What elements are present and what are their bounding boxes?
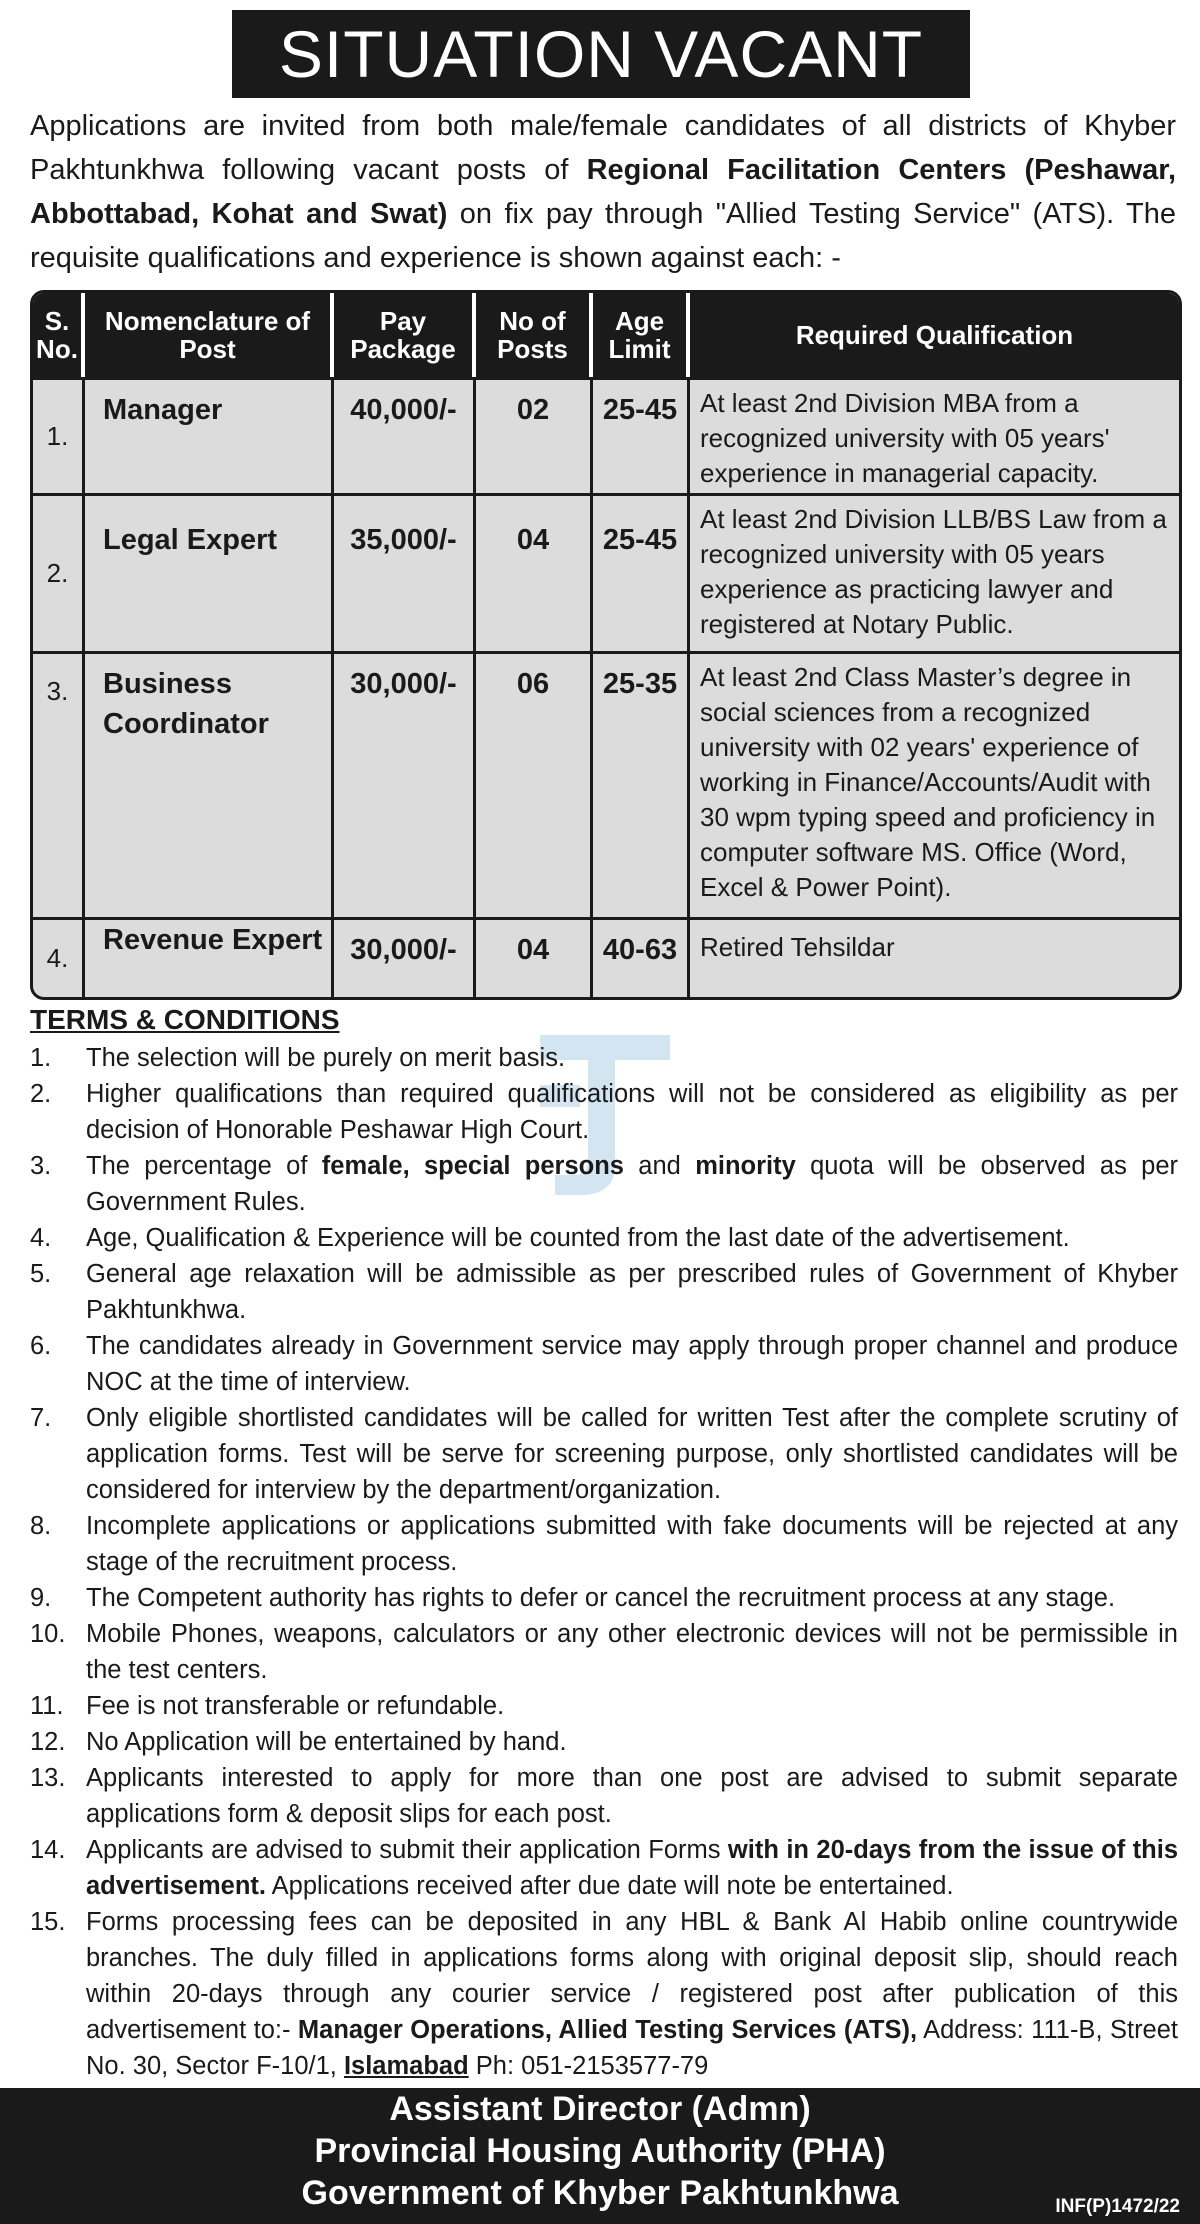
term-text: The Competent authority has rights to defer or cancel the recruitment process at any stage. bbox=[86, 1584, 1116, 1612]
list-item bbox=[30, 1076, 1178, 1148]
header-pay: Pay Package bbox=[334, 293, 476, 377]
cell-pay: 35,000/- bbox=[334, 496, 476, 651]
cell-post: Manager bbox=[85, 380, 334, 493]
term-number: 10. bbox=[30, 1620, 66, 1648]
cell-sno: 2. bbox=[33, 496, 85, 651]
term-number: 8. bbox=[30, 1512, 52, 1540]
cell-qualification: At least 2nd Division MBA from a recognized university with 05 years' experience in managerial capacity. bbox=[700, 388, 1110, 488]
list-item bbox=[30, 1580, 1178, 1616]
cell-age: 40-63 bbox=[593, 920, 690, 997]
term-number: 7. bbox=[30, 1404, 52, 1432]
list-item bbox=[30, 1220, 1178, 1256]
term-text: Age, Qualification & Experience will be counted from the last date of the advertisement. bbox=[86, 1224, 1070, 1252]
header-posts: No of Posts bbox=[476, 293, 593, 377]
intro-text-2: on fix pay through "Allied Testing Service" (ATS). The requisite qualifications and experience is shown against each: - bbox=[30, 198, 1177, 274]
list-item bbox=[30, 1760, 1178, 1832]
cell-sno: 1. bbox=[33, 380, 85, 493]
table-row bbox=[33, 493, 1179, 651]
term-number: 2. bbox=[30, 1080, 52, 1108]
cell-pay: 30,000/- bbox=[334, 654, 476, 917]
term-text bbox=[86, 1148, 1178, 1220]
term-bold-part: Manager Operations, Allied Testing Services (ATS), bbox=[297, 2016, 918, 2044]
cell-sno: 3. bbox=[33, 654, 85, 917]
term-bold-part: minority bbox=[695, 1152, 796, 1180]
list-item bbox=[30, 1256, 1178, 1328]
term-text: General age relaxation will be admissible as per prescribed rules of Government of Khyber Pakhtunkhwa. bbox=[86, 1260, 1178, 1324]
cell-sno: 4. bbox=[33, 920, 85, 997]
term-text: The selection will be purely on merit basis. bbox=[86, 1044, 566, 1072]
table-row bbox=[33, 377, 1179, 493]
header-sno: S. No. bbox=[33, 293, 85, 377]
header-post: Nomenclature of Post bbox=[85, 293, 334, 377]
term-text-part: The percentage of bbox=[86, 1152, 322, 1180]
list-item bbox=[30, 1616, 1178, 1688]
list-item bbox=[30, 1040, 1178, 1076]
header-qualification: Required Qualification bbox=[795, 320, 1074, 350]
term-bold-part: with in 20-days from the issue of this advertisement. bbox=[86, 1836, 1178, 1900]
term-number: 15. bbox=[30, 1908, 66, 1936]
term-text-part: Applications received after due date will note be entertained. bbox=[266, 1872, 954, 1900]
term-text-part: Applicants are advised to submit their application Forms bbox=[86, 1836, 728, 1864]
term-text: Incomplete applications or applications submitted with fake documents will be rejected at any stage of the recruitment process. bbox=[86, 1512, 1178, 1576]
cell-post: Business Coordinator bbox=[85, 654, 334, 917]
terms-heading: TERMS & CONDITIONS bbox=[30, 1004, 340, 1035]
cell-pay: 30,000/- bbox=[334, 920, 476, 997]
term-text: Only eligible shortlisted candidates will be called for written Test after the complete scrutiny of application forms. Test will be serve for screening purpose, only shortlisted candidates will be considered for interview by the department/organization. bbox=[86, 1404, 1178, 1504]
footer-government: Government of Khyber Pakhtunkhwa bbox=[301, 2174, 899, 2212]
term-number: 14. bbox=[30, 1836, 66, 1864]
term-text-part: Ph: 051-2153577-79 bbox=[468, 2052, 709, 2080]
list-item bbox=[30, 1400, 1178, 1508]
term-text: Fee is not transferable or refundable. bbox=[86, 1692, 505, 1720]
term-text-part: Forms processing fees can be deposited in any HBL & Bank Al Habib online countrywide branches. The duly filled in applications forms along with original deposit slip, should reach within 20-days through any courier service / registered post after publication of this advertisement to:- bbox=[86, 1908, 1178, 2044]
term-text-part: Address: 111-B, Street No. 30, Sector F-10/1, bbox=[86, 2016, 1179, 2080]
list-item bbox=[30, 1328, 1178, 1400]
term-number: 11. bbox=[30, 1692, 64, 1720]
term-number: 9. bbox=[30, 1584, 52, 1612]
footer-designation: Assistant Director (Admn) bbox=[389, 2090, 811, 2128]
cell-pay: 40,000/- bbox=[334, 380, 476, 493]
header-age: Age Limit bbox=[593, 293, 690, 377]
term-text bbox=[86, 1832, 1178, 1904]
terms-list bbox=[30, 1040, 1178, 2084]
cell-age: 25-45 bbox=[593, 380, 690, 493]
term-text: The candidates already in Government service may apply through proper channel and produce NOC at the time of interview. bbox=[86, 1332, 1178, 1396]
term-text: Applicants interested to apply for more than one post are advised to submit separate applications form & deposit slips for each post. bbox=[86, 1764, 1178, 1828]
term-text bbox=[86, 1904, 1178, 2084]
term-text: No Application will be entertained by hand. bbox=[86, 1728, 567, 1756]
table-header bbox=[33, 293, 1179, 377]
cell-posts: 06 bbox=[476, 654, 593, 917]
term-underline-city: Islamabad bbox=[343, 2052, 469, 2080]
term-bold-part: female, special persons bbox=[321, 1152, 624, 1180]
footer-organization: Provincial Housing Authority (PHA) bbox=[314, 2132, 886, 2170]
cell-qualification: At least 2nd Class Master’s degree in social sciences from a recognized university with 02 years' experience of working in Finance/Accounts/Audit with 30 wpm typing speed and proficiency in computer software MS. Office (Word, Excel & Power Point). bbox=[700, 662, 1156, 902]
cell-posts: 04 bbox=[476, 920, 593, 997]
cell-age: 25-35 bbox=[593, 654, 690, 917]
term-number: 13. bbox=[30, 1764, 66, 1792]
cell-post: Revenue Expert bbox=[85, 920, 334, 997]
term-text-part: and bbox=[623, 1152, 696, 1180]
term-text: Higher qualifications than required qualifications will not be considered as eligibility as per decision of Honorable Peshawar High Court. bbox=[86, 1080, 1178, 1144]
footer-signature-block bbox=[0, 2088, 1200, 2224]
intro-text-1: Applications are invited from both male/female candidates of all districts of Khyber Pakhtunkhwa following vacant posts of bbox=[30, 110, 1176, 186]
footer-ref-number: INF(P)1472/22 bbox=[1055, 2196, 1180, 2217]
cell-age: 25-45 bbox=[593, 496, 690, 651]
term-number: 4. bbox=[30, 1224, 52, 1252]
cell-post: Legal Expert bbox=[85, 496, 334, 651]
list-item bbox=[30, 1688, 1178, 1724]
term-text: Mobile Phones, weapons, calculators or any other electronic devices will not be permissible in the test centers. bbox=[86, 1620, 1178, 1684]
cell-posts: 04 bbox=[476, 496, 593, 651]
term-number: 6. bbox=[30, 1332, 52, 1360]
list-item bbox=[30, 1148, 1178, 1220]
cell-qualification: Retired Tehsildar bbox=[700, 932, 895, 962]
table-row bbox=[33, 651, 1179, 917]
term-text-part: quota will be observed as per Government Rules. bbox=[86, 1152, 1178, 1216]
list-item bbox=[30, 1832, 1178, 1904]
vacancy-table bbox=[30, 290, 1182, 1000]
page-title: SITUATION VACANT bbox=[232, 10, 970, 98]
list-item bbox=[30, 1508, 1178, 1580]
intro-paragraph bbox=[30, 104, 1176, 280]
cell-qualification: At least 2nd Division LLB/BS Law from a recognized university with 05 years experience as practicing lawyer and registered at Notary Public. bbox=[700, 504, 1167, 639]
table-row bbox=[33, 917, 1179, 997]
term-number: 5. bbox=[30, 1260, 52, 1288]
list-item bbox=[30, 1904, 1178, 2084]
cell-posts: 02 bbox=[476, 380, 593, 493]
term-number: 3. bbox=[30, 1152, 52, 1180]
term-number: 1. bbox=[30, 1044, 52, 1072]
intro-bold-centers: Regional Facilitation Centers (Peshawar, Abbottabad, Kohat and Swat) bbox=[30, 154, 1176, 230]
list-item bbox=[30, 1724, 1178, 1760]
term-number: 12. bbox=[30, 1728, 66, 1756]
